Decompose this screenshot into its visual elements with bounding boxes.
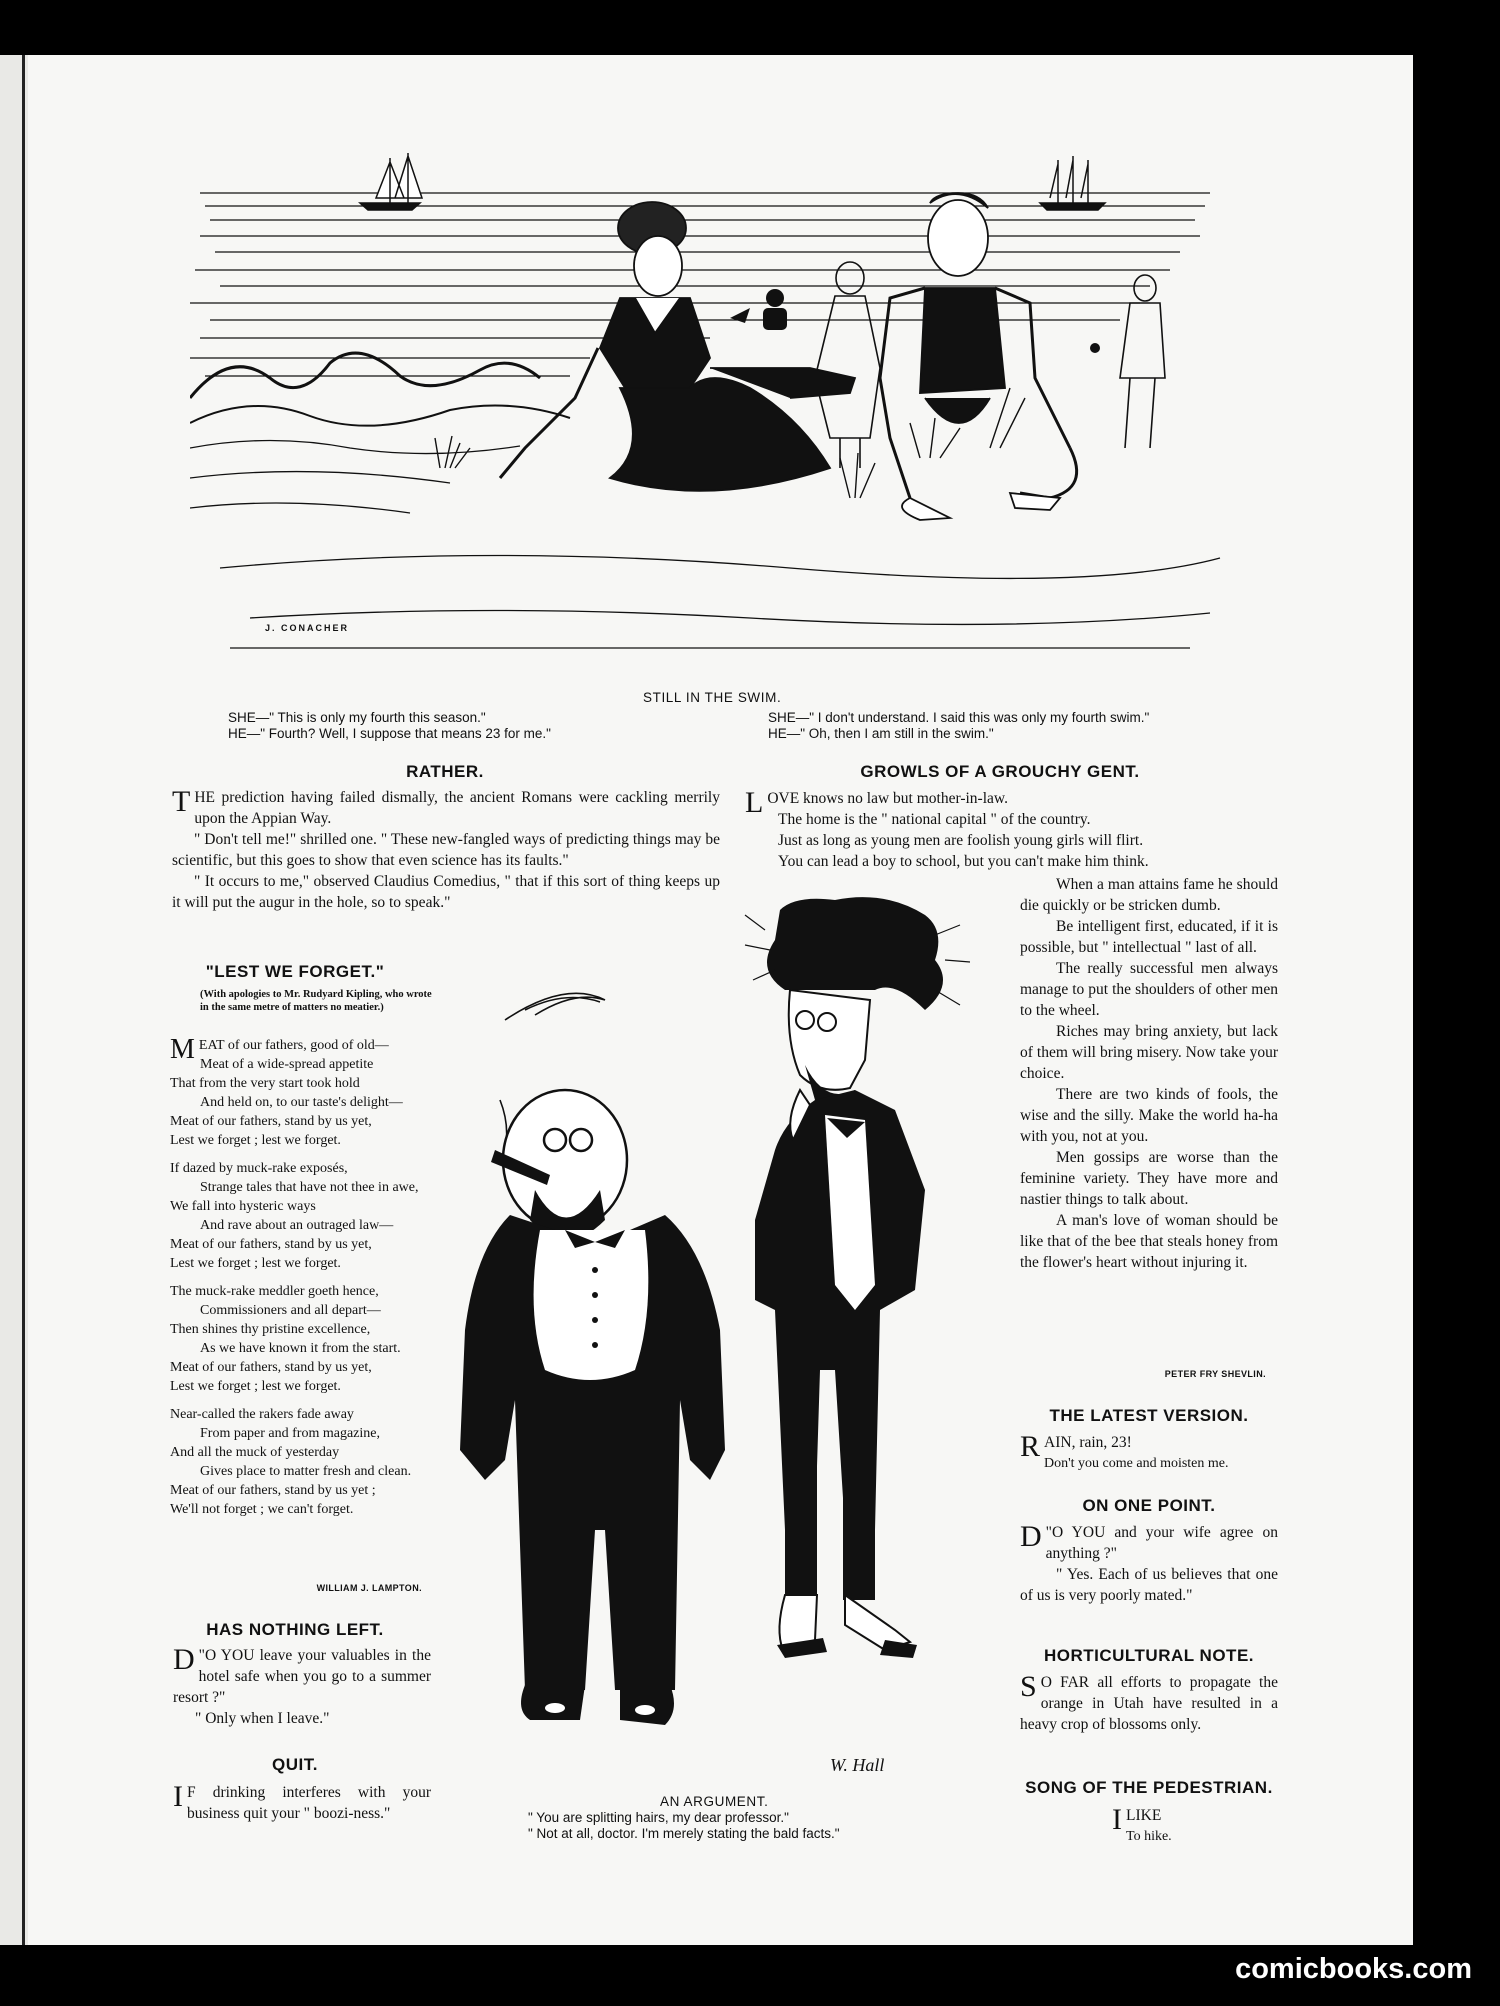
growls-narrow-column bbox=[1020, 874, 1278, 1273]
poem-line: We fall into hysteric ways bbox=[170, 1199, 316, 1214]
poem-line: Meat of our fathers, stand by us yet, bbox=[170, 1237, 372, 1252]
poem-line: Near-called the rakers fade away bbox=[170, 1407, 354, 1422]
on-one-point-heading: ON ONE POINT. bbox=[1082, 1496, 1216, 1515]
growls-line: The home is the " national capital " of the country. bbox=[778, 811, 1091, 828]
rather-drop-cap: T bbox=[172, 785, 191, 818]
poem-stanza bbox=[170, 1159, 436, 1273]
latest-version-heading: THE LATEST VERSION. bbox=[1049, 1406, 1249, 1425]
poem-line: If dazed by muck-rake exposés, bbox=[170, 1161, 348, 1176]
caption-right-line-2: HE—" Oh, then I am still in the swim." bbox=[768, 726, 994, 741]
growls-heading: GROWLS OF A GROUCHY GENT. bbox=[860, 762, 1140, 781]
growls-paragraph: The really successful men always manage to put the shoulders of other men to the wheel. bbox=[1020, 960, 1278, 1019]
pedestrian-article bbox=[1112, 1805, 1262, 1847]
has-nothing-left-heading: HAS NOTHING LEFT. bbox=[206, 1620, 384, 1639]
caption-left-line-2: HE—" Fourth? Well, I suppose that means 23 for me." bbox=[228, 726, 551, 741]
poem-line: Lest we forget ; lest we forget. bbox=[170, 1379, 341, 1394]
latest-version-drop-cap: R bbox=[1020, 1430, 1041, 1463]
poem-line: That from the very start took hold bbox=[170, 1076, 360, 1091]
opening-quote: " bbox=[1045, 1524, 1052, 1541]
latest-version-line-2: Don't you come and moisten me. bbox=[1044, 1456, 1229, 1471]
caption-left-line-1: SHE—" This is only my fourth this season." bbox=[228, 710, 486, 725]
has-nothing-left-answer: " Only when I leave." bbox=[195, 1710, 330, 1727]
on-one-point-question: O YOU and your wife agree on anything ?" bbox=[1045, 1524, 1278, 1562]
growls-paragraph: Be intelligent first, educated, if it is possible, but " intellectual " last of all. bbox=[1020, 918, 1278, 956]
growls-byline: PETER FRY SHEVLIN. bbox=[1164, 1369, 1266, 1379]
argument-line-1: " You are splitting hairs, my dear professor." bbox=[528, 1810, 789, 1825]
poem-line: Lest we forget ; lest we forget. bbox=[170, 1133, 341, 1148]
rather-heading: RATHER. bbox=[406, 762, 484, 781]
latest-version-line-1: AIN, rain, 23! bbox=[1044, 1434, 1132, 1451]
poem-line: From paper and from magazine, bbox=[200, 1426, 380, 1441]
rather-paragraph-2: " Don't tell me!" shrilled one. " These new-fangled ways of predicting things may be scientific, but this goes to show that even science has its faults." bbox=[172, 831, 720, 869]
horticultural-note-drop-cap: S bbox=[1020, 1670, 1037, 1703]
binding-line bbox=[22, 55, 25, 1945]
poem-line: Lest we forget ; lest we forget. bbox=[170, 1256, 341, 1271]
growls-paragraph: Men gossips are worse than the feminine variety. They have more and nastier things to talk about. bbox=[1020, 1149, 1278, 1208]
poem-line: Gives place to matter fresh and clean. bbox=[200, 1464, 412, 1479]
growls-line: You can lead a boy to school, but you can't make him think. bbox=[778, 853, 1149, 870]
argument-cartoon-signature: W. Hall bbox=[830, 1755, 885, 1775]
poem-stanza bbox=[170, 1036, 436, 1150]
poem-line: EAT of our fathers, good of old— bbox=[198, 1038, 389, 1053]
poem-line: Strange tales that have not thee in awe, bbox=[200, 1180, 419, 1195]
poem-line: And all the muck of yesterday bbox=[170, 1445, 340, 1460]
top-cartoon-signature: J. CONACHER bbox=[265, 623, 350, 633]
horticultural-note-text: O FAR all efforts to propagate the orange in Utah have resulted in a heavy crop of blossoms only. bbox=[1020, 1674, 1278, 1733]
latest-version-article bbox=[1020, 1432, 1278, 1474]
poem-stanza bbox=[170, 1405, 436, 1519]
quit-text: F drinking interferes with your business quit your " boozi-ness." bbox=[187, 1784, 431, 1822]
on-one-point-drop-cap: D bbox=[1020, 1520, 1042, 1553]
on-one-point-answer: " Yes. Each of us believes that one of us is very poorly mated." bbox=[1020, 1566, 1278, 1604]
poem-line: Meat of our fathers, stand by us yet ; bbox=[170, 1483, 376, 1498]
pedestrian-drop-cap: I bbox=[1112, 1803, 1122, 1836]
argument-title: AN ARGUMENT. bbox=[660, 1794, 769, 1809]
lest-we-forget-byline: WILLIAM J. LAMPTON. bbox=[316, 1583, 422, 1593]
poem-line: And rave about an outraged law— bbox=[200, 1218, 394, 1233]
growls-wide-lines bbox=[745, 788, 1285, 872]
growls-paragraph: When a man attains fame he should die quickly or be stricken dumb. bbox=[1020, 876, 1278, 914]
growls-line: OVE knows no law but mother-in-law. bbox=[767, 790, 1008, 807]
site-watermark: comicbooks.com bbox=[1235, 1953, 1472, 1985]
pedestrian-line-2: To hike. bbox=[1126, 1829, 1172, 1844]
on-one-point-article bbox=[1020, 1522, 1278, 1606]
pedestrian-line-1: LIKE bbox=[1126, 1807, 1162, 1824]
has-nothing-left-question: O YOU leave your valuables in the hotel safe when you go to a summer resort ?" bbox=[173, 1647, 431, 1706]
opening-quote: " bbox=[198, 1647, 205, 1664]
poem-line: Meat of our fathers, stand by us yet, bbox=[170, 1360, 372, 1375]
growls-paragraph: Riches may bring anxiety, but lack of them will bring misery. Now take your choice. bbox=[1020, 1023, 1278, 1082]
lest-we-forget-note: (With apologies to Mr. Rudyard Kipling, who wrote in the same metre of matters no meatier.) bbox=[200, 989, 432, 1013]
has-nothing-left-drop-cap: D bbox=[173, 1643, 195, 1676]
lest-we-forget-heading: "LEST WE FORGET." bbox=[205, 962, 385, 981]
poem-line: Meat of a wide-spread appetite bbox=[200, 1057, 374, 1072]
growls-drop-cap: L bbox=[745, 786, 764, 819]
argument-cartoon-illustration bbox=[455, 890, 1000, 1780]
poem-stanza bbox=[170, 1282, 436, 1396]
top-cartoon-title: STILL IN THE SWIM. bbox=[643, 690, 782, 705]
poem-line: And held on, to our taste's delight— bbox=[200, 1095, 403, 1110]
rather-paragraph-3: " It occurs to me," observed Claudius Comedius, " that if this sort of thing keeps up it will put the augur in the hole, so to speak." bbox=[172, 873, 720, 911]
caption-right-line-1: SHE—" I don't understand. I said this was only my fourth swim." bbox=[768, 710, 1150, 725]
beach-cartoon-illustration bbox=[190, 148, 1230, 678]
poem-line: As we have known it from the start. bbox=[200, 1341, 401, 1356]
poem-line: The muck-rake meddler goeth hence, bbox=[170, 1284, 379, 1299]
rather-paragraph-1: HE prediction having failed dismally, the ancient Romans were cackling merrily upon the Appian Way. bbox=[194, 789, 720, 827]
growls-line: Just as long as young men are foolish young girls will flirt. bbox=[778, 832, 1144, 849]
poem-line: Commissioners and all depart— bbox=[200, 1303, 381, 1318]
pedestrian-heading: SONG OF THE PEDESTRIAN. bbox=[1025, 1778, 1273, 1797]
horticultural-note-heading: HORTICULTURAL NOTE. bbox=[1043, 1646, 1255, 1665]
argument-line-2: " Not at all, doctor. I'm merely stating the bald facts." bbox=[528, 1826, 840, 1841]
growls-paragraph: A man's love of woman should be like that of the bee that steals honey from the flower's heart without injuring it. bbox=[1020, 1212, 1278, 1271]
poem-line: Then shines thy pristine excellence, bbox=[170, 1322, 371, 1337]
quit-drop-cap: I bbox=[173, 1780, 183, 1813]
growls-paragraph: There are two kinds of fools, the wise and the silly. Make the world ha-ha with you, not at you. bbox=[1020, 1086, 1278, 1145]
has-nothing-left-article bbox=[173, 1645, 431, 1729]
horticultural-note-article bbox=[1020, 1672, 1278, 1735]
quit-heading: QUIT. bbox=[272, 1755, 318, 1774]
lest-we-forget-poem bbox=[170, 1036, 436, 1528]
quit-article bbox=[173, 1782, 431, 1824]
poem-line: We'll not forget ; we can't forget. bbox=[170, 1502, 354, 1517]
poem-line: Meat of our fathers, stand by us yet, bbox=[170, 1114, 372, 1129]
poem-drop-cap: M bbox=[170, 1034, 195, 1065]
